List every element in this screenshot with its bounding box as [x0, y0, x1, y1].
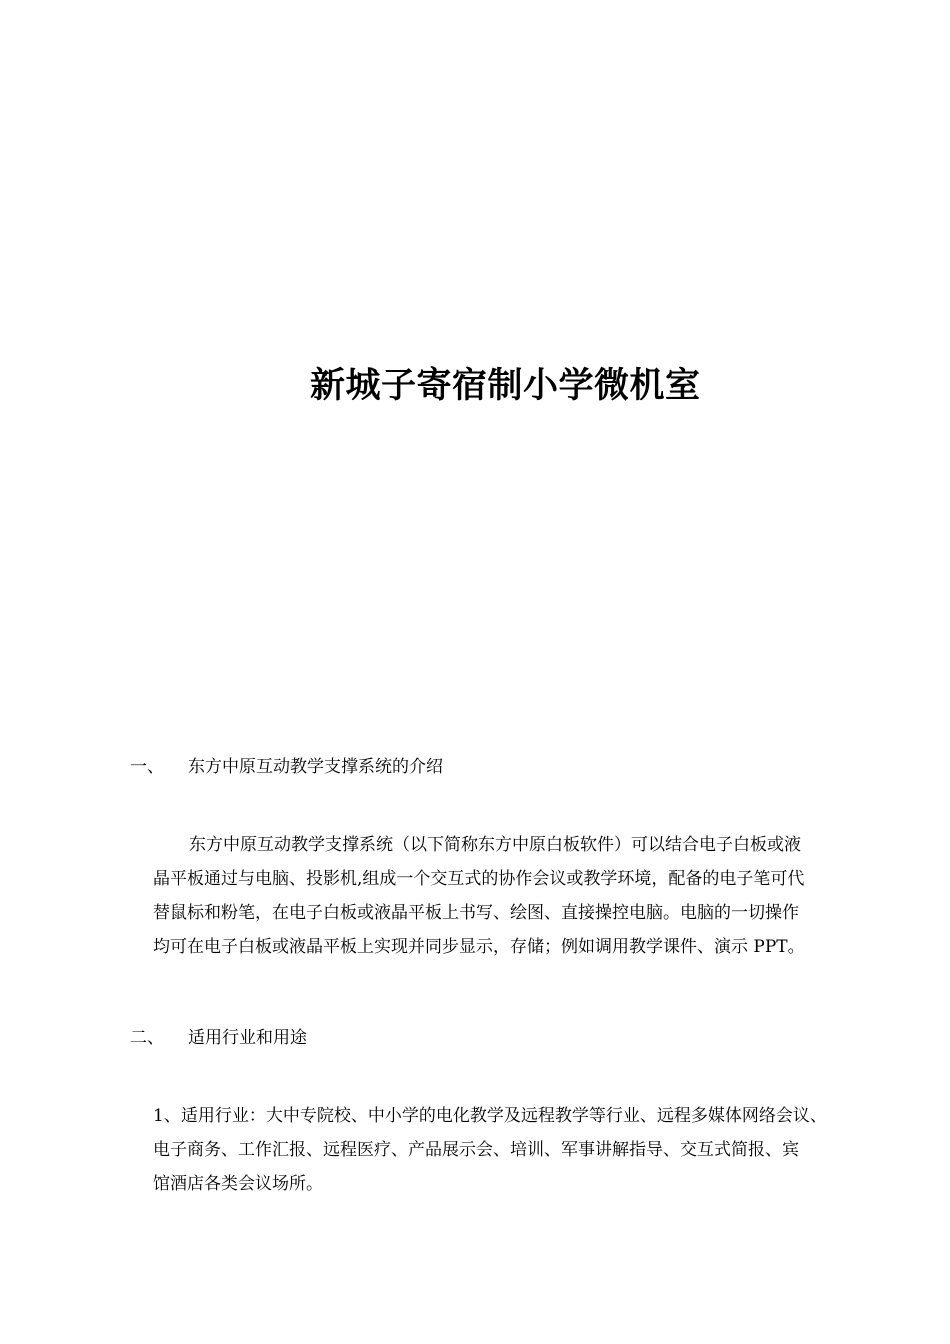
section-2-heading-text: 适用行业和用途	[188, 1028, 307, 1048]
page-title: 新城子寄宿制小学微机室	[310, 366, 701, 406]
section-1-paragraph	[153, 828, 805, 964]
section-2-number: 二、	[130, 1028, 164, 1048]
paragraph-line: 1、适用行业：大中专院校、中小学的电化教学及远程教学等行业、远程多媒体网络会议、	[153, 1106, 827, 1126]
paragraph-line: 替鼠标和粉笔，在电子白板或液晶平板上书写、绘图、直接操控电脑。电脑的一切操作	[153, 903, 799, 923]
paragraph-line: 东方中原互动教学支撑系统（以下简称东方中原白板软件）可以结合电子白板或液	[189, 835, 801, 855]
paragraph-line: 均可在电子白板或液晶平板上实现并同步显示，存储；例如调用教学课件、演示 PPT。	[153, 937, 805, 957]
paragraph-line: 馆酒店各类会议场所。	[153, 1174, 323, 1194]
section-1-heading	[130, 755, 443, 779]
section-1-heading-text: 东方中原互动教学支撑系统的介绍	[188, 757, 443, 777]
section-1-number: 一、	[130, 757, 164, 777]
section-2-heading	[130, 1026, 307, 1050]
section-2-paragraph	[153, 1099, 827, 1201]
paragraph-line: 电子商务、工作汇报、远程医疗、产品展示会、培训、军事讲解指导、交互式简报、宾	[153, 1140, 799, 1160]
paragraph-line: 晶平板通过与电脑、投影机,组成一个交互式的协作会议或教学环境，配备的电子笔可代	[153, 869, 805, 889]
